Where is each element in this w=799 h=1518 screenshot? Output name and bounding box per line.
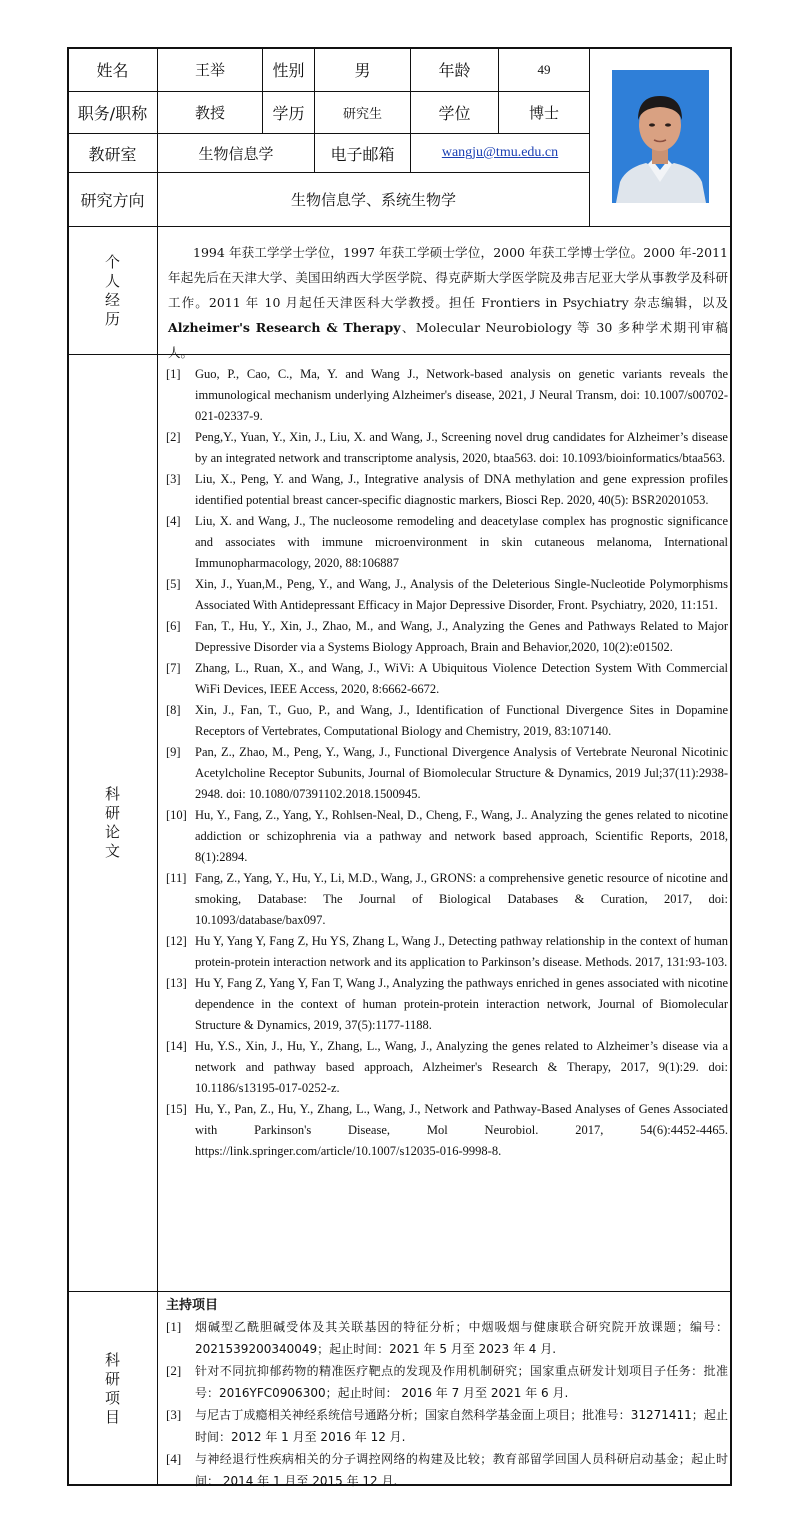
project-item: [2] 针对不同抗抑郁药物的精准医疗靶点的发现及作用机制研究；国家重点研发计划项目子任务：批准号：2016YFC0906300；起止时间： 2016 年 7 月至 2021 年 6 月. (166, 1363, 728, 1400)
title-value: 教授 (194, 104, 225, 122)
dept-label: 教研室 (88, 144, 137, 164)
paper-item: [13] Hu Y, Fang Z, Yang Y, Fan T, Wang J., Analyzing the pathways enriched in genes associated with nicotine dependence in the context of human protein-protein interaction network, Journal of Biomolecular Structure & Dynamics, 2019, 37(5):1177-1188. (166, 976, 728, 1032)
paper-item: [7] Zhang, L., Ruan, X., and Wang, J., WiVi: A Ubiquitous Violence Detection System With Commercial WiFi Devices, IEEE Access, 2020, 8:6662-6672. (166, 661, 728, 696)
name-value: 王举 (194, 61, 225, 79)
bio-journal-bold: Alzheimer's Research & Therapy (168, 320, 401, 335)
age-value: 49 (537, 61, 551, 77)
paper-item: [1] Guo, P., Cao, C., Ma, Y. and Wang J., Network-based analysis on genetic variants reveals the immunological mechanism underlying Alzheimer's disease, 2021, J Neural Transm, doi: 10.1007/s00702-021-02337-9. (166, 367, 728, 423)
paper-item: [14] Hu, Y.S., Xin, J., Hu, Y., Zhang, L., Wang, J., Analyzing the genes related to Alzheimer’s disease via a network and pathway based approach, Alzheimer's Research & Therapy, 2017, 9(1):29. doi: 10.1186/s13195-017-0252-z. (166, 1039, 728, 1095)
row-divider (67, 1291, 732, 1292)
paper-item: [2] Peng,Y., Yuan, Y., Xin, J., Liu, X. and Wang, J., Screening novel drug candidates for Alzheimer’s disease by an integrated network and transcriptome analysis, 2020, btaa563. doi: 10.1093/bioinformatics/btaa563. (166, 430, 728, 465)
email-link[interactable]: wangju@tmu.edu.cn (441, 145, 559, 160)
paper-item: [8] Xin, J., Fan, T., Guo, P., and Wang, J., Identification of Functional Divergence Sites in Dopamine Receptors of Vertebrates, Computational Biology and Chemistry, 2019, 83:107140. (166, 703, 728, 738)
gender-value: 男 (354, 61, 371, 80)
dept-value: 生物信息学 (198, 144, 274, 163)
papers-list (166, 364, 728, 1162)
title-label: 职务/职称 (77, 104, 148, 123)
profile-photo (612, 70, 709, 203)
project-item: [4] 与神经退行性疾病相关的分子调控网络的构建及比较；教育部留学回国人员科研启动基金；起止时间： 2014 年 1 月至 2015 年 12 月. (166, 1451, 728, 1488)
research-value: 生物信息学、系统生物学 (290, 191, 456, 209)
projects-list (166, 1296, 728, 1492)
research-label: 研究方向 (80, 191, 145, 210)
education-value: 研究生 (342, 107, 382, 122)
paper-item: [5] Xin, J., Yuan,M., Peng, Y., and Wang, J., Analysis of the Deleterious Single-Nucleotide Polymorphisms Associated With Antidepressant Efficacy in Major Depressive Disorder, Front. Psychiatry, 2020, 11:151. (166, 577, 728, 612)
bio-label: 个 人 经 历 (104, 252, 120, 328)
paper-item: [6] Fan, T., Hu, Y., Xin, J., Zhao, M., and Wang, J., Analyzing the Genes and Pathways Related to Major Depressive Disorder via a Systems Biology Approach, Brain and Behavior,2020, 10(2):e01502. (166, 619, 728, 654)
project-item: [3] 与尼古丁成瘾相关神经系统信号通路分析；国家自然科学基金面上项目；批准号：31271411；起止时间：2012 年 1 月至 2016 年 12 月. (166, 1407, 728, 1444)
row-divider (67, 226, 732, 227)
email-label: 电子邮箱 (330, 144, 395, 164)
gender-label: 性别 (272, 61, 305, 80)
projects-heading: 主持项目 (166, 1298, 219, 1313)
col-divider (589, 47, 590, 226)
degree-value: 博士 (528, 104, 559, 122)
paper-item: [10] Hu, Y., Fang, Z., Yang, Y., Rohlsen-Neal, D., Cheng, F., Wang, J.. Analyzing the genes related to nicotine addiction or schizophrenia via a pathway and network based approach, Scientific Reports, 2018, 8(1):2894. (166, 808, 728, 864)
degree-label: 学位 (438, 104, 471, 123)
paper-item: [9] Pan, Z., Zhao, M., Peng, Y., Wang, J., Functional Divergence Analysis of Vertebrate Neuronal Nicotinic Acetylcholine Receptor Subunits, Journal of Biomolecular Structure & Dynamics, 2019 Jul;37(11):2938-2948. doi: 10.1080/07391102.2018.1500945. (166, 745, 728, 801)
project-item: [1] 烟碱型乙酰胆碱受体及其关联基因的特征分析；中烟吸烟与健康联合研究院开放课题；编号：2021539200340049；起止时间：2021 年 5 月至 2023 年 4 月. (166, 1319, 728, 1356)
paper-item: [4] Liu, X. and Wang, J., The nucleosome remodeling and deacetylase complex has prognostic significance and associates with immune microenvironment in skin cutaneous melanoma, International Immunopharmacology, 2020, 88:106887 (166, 514, 728, 570)
paper-item: [11] Fang, Z., Yang, Y., Hu, Y., Li, M.D., Wang, J., GRONS: a comprehensive genetic resource of nicotine and smoking, Database: The Journal of Biological Databases & Curation, 2017, doi: 10.1093/database/bax097. (166, 871, 728, 927)
education-label: 学历 (272, 104, 305, 123)
projects-label: 科 研 项 目 (104, 1350, 120, 1426)
person-silhouette-icon (612, 70, 709, 203)
col-divider (157, 47, 158, 1486)
bio-text: 1994 年获工学学士学位，1997 年获工学硕士学位，2000 年获工学博士学位。2000 年-2011 年起先后在天津大学、美国田纳西大学医学院、得克萨斯大学医学院及弗吉尼亚大学从事教学及科研工作。2011 年 10 月起任天津医科大学教授。担任 Frontiers in Psychiatry 杂志编辑，以及 Alzheimer's Research & Therapy、Molecular Neurobiology 等 30 多种学术期刊审稿人。 (168, 245, 728, 360)
paper-item: [3] Liu, X., Peng, Y. and Wang, J., Integrative analysis of DNA methylation and gene expression profiles identified potential breast cancer-specific diagnostic markers, Biosci Rep. 2020, 40(5): BSR20201053. (166, 472, 728, 507)
paper-item: [15] Hu, Y., Pan, Z., Hu, Y., Zhang, L., Wang, J., Network and Pathway-Based Analyses of Genes Associated with Parkinson's Disease, Mol Neurobiol. 2017, 54(6):4452-4465. https://link.springer.com/article/10.1007/s12035-016-9998-8. (166, 1102, 728, 1158)
papers-label: 科 研 论 文 (104, 785, 120, 860)
name-label: 姓名 (96, 61, 129, 80)
age-label: 年龄 (438, 61, 471, 80)
email-cell (411, 134, 589, 172)
paper-item: [12] Hu Y, Yang Y, Fang Z, Hu YS, Zhang L, Wang J., Detecting pathway relationship in the context of human protein-protein interaction network and its application to Parkinson’s disease. Methods. 2017, 131:93-103. (166, 934, 728, 969)
